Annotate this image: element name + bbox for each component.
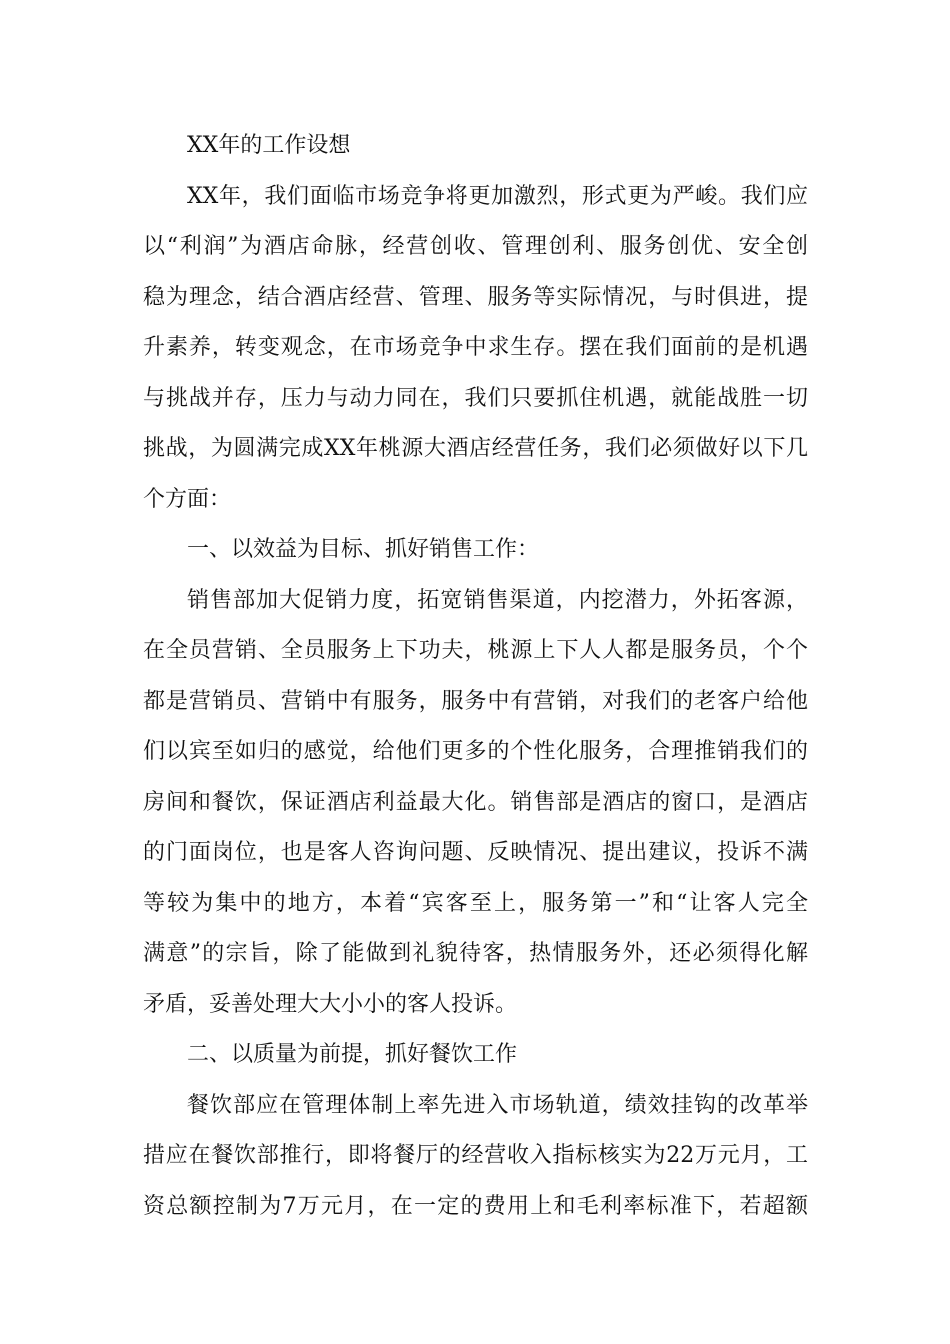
section2-line: 措应在餐饮部推行，即将餐厅的经营收入指标核实为22万元月，工 xyxy=(143,1143,808,1168)
intro-line: 与挑战并存，压力与动力同在，我们只要抓住机遇，就能战胜一切 xyxy=(143,385,808,411)
intro-line: 升素养，转变观念，在市场竞争中求生存。摆在我们面前的是机遇 xyxy=(143,335,808,360)
section2-line: 资总额控制为7万元月，在一定的费用上和毛利率标准下，若超额 xyxy=(143,1193,808,1219)
intro-line: 个方面： xyxy=(143,486,232,512)
intro-line: 稳为理念，结合酒店经营、管理、服务等实际情况，与时俱进，提 xyxy=(143,284,808,310)
intro-line: 挑战，为圆满完成XX年桃源大酒店经营任务，我们必须做好以下几 xyxy=(143,436,808,461)
section1-line: 等较为集中的地方，本着“宾客至上，服务第一”和“让客人完全 xyxy=(143,890,808,916)
section1-line: 的门面岗位，也是客人咨询问题、反映情况、提出建议，投诉不满 xyxy=(143,840,808,865)
section1-heading: 一、以效益为目标、抓好销售工作： xyxy=(187,537,540,562)
section1-line: 满意”的宗旨，除了能做到礼貌待客，热情服务外，还必须得化解 xyxy=(143,941,808,966)
section2-paragraph xyxy=(143,1088,808,1240)
section2-line: 餐饮部应在管理体制上率先进入市场轨道，绩效挂钩的改革举 xyxy=(187,1092,808,1118)
section1-line: 销售部加大促销力度，拓宽销售渠道，内挖潜力，外拓客源， xyxy=(187,587,808,613)
section1-line: 房间和餐饮，保证酒店利益最大化。销售部是酒店的窗口，是酒店 xyxy=(143,789,808,815)
section1-line: 们以宾至如归的感觉，给他们更多的个性化服务，合理推销我们的 xyxy=(143,739,808,764)
section1-line: 在全员营销、全员服务上下功夫，桃源上下人人都是服务员，个个 xyxy=(143,638,808,663)
intro-line: XX年，我们面临市场竞争将更加激烈，形式更为严峻。我们应 xyxy=(187,183,808,209)
section1-line: 都是营销员、营销中有服务，服务中有营销，对我们的老客户给他 xyxy=(143,688,808,714)
intro-line: 以“利润”为酒店命脉，经营创收、管理创利、服务创优、安全创 xyxy=(143,234,808,259)
section1-line: 矛盾，妥善处理大大小小的客人投诉。 xyxy=(143,991,518,1017)
intro-paragraph xyxy=(143,179,808,533)
document-body xyxy=(143,128,808,1239)
section1-paragraph xyxy=(143,583,808,1038)
section2-heading: 二、以质量为前提，抓好餐饮工作 xyxy=(187,1042,518,1067)
plan-heading: XX年的工作设想 xyxy=(187,133,351,158)
